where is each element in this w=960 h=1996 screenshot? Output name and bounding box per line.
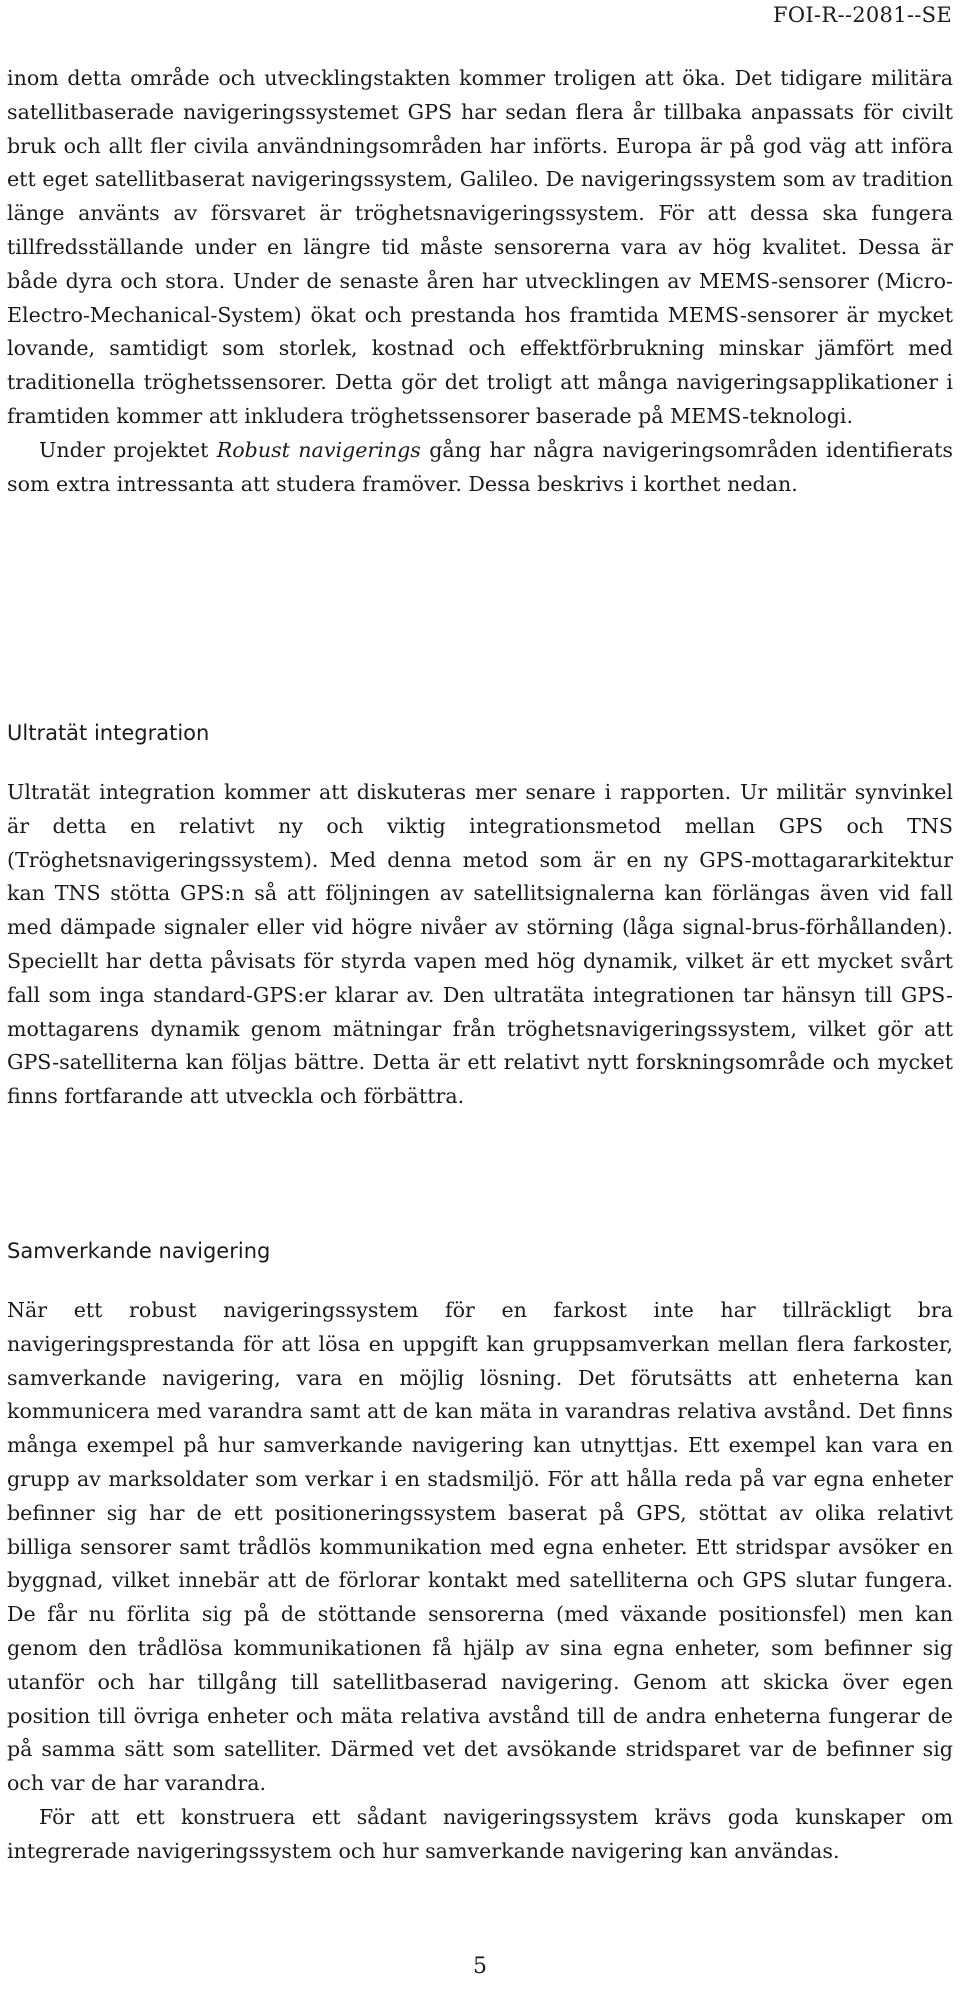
ultratight-paragraph: Ultratät integration kommer att diskuteras mer senare i rapporten. Ur militär synvinkel är detta en relativt ny och viktig integrationsmetod mellan GPS och TNS (Tröghetsnavigeringssystem). Med denna metod som är en ny GPS-mottagararkitektur kan TNS stötta GPS:n så att följningen av satellitsignalerna kan förlängas även vid fall med dämpade signaler eller vid högre nivåer av störning (låga signal-brus-förhållanden). Speciellt har detta påvisats för styrda vapen med hög dynamik, vilket är ett mycket svårt fall som inga standard-GPS:er klarar av. Den ultratäta integrationen tar hänsyn till GPS-mottagarens dynamik genom mätningar från tröghetsnavigeringssystem, vilket gör att GPS-satelliterna kan följas bättre. Detta är ett relativt nytt forskningsområde och mycket finns fortfarande att utveckla och förbättra. — [7, 780, 953, 1109]
report-id-header: FOI-R--2081--SE — [772, 3, 952, 27]
intro-text-end: gång har några navigeringsområden identifierats som extra intressanta att studera framöver. Dessa beskrivs i korthet nedan. — [7, 437, 953, 496]
cooperative-section — [7, 1294, 953, 1869]
project-name: Robust navigerings — [216, 437, 421, 462]
ultratight-section — [7, 776, 953, 1114]
intro-paragraph-project — [7, 434, 953, 502]
heading-cooperative-navigation: Samverkande navigering — [7, 1239, 271, 1263]
cooperative-paragraph: När ett robust navigeringssystem för en farkost inte har tillräckligt bra navigeringsprestanda för att lösa en uppgift kan gruppsamverkan mellan flera farkoster, samverkande navigering, vara en möjlig lösning. Det förutsätts att enheterna kan kommunicera med varandra samt att de kan mäta in varandras relativa avstånd. Det finns många exempel på hur samverkande navigering kan utnyttjas. Ett exempel kan vara en grupp av marksoldater som verkar i en stadsmiljö. För att hålla reda på var egna enheter befinner sig har de ett positioneringssystem baserat på GPS, stöttat av olika relativt billiga sensorer samt trådlös kommunikation med egna enheter. Ett stridspar avsöker en byggnad, vilket innebär att de förlorar kontakt med satelliterna och GPS slutar fungera. De får nu förlita sig på de stöttande sensorerna (med växande positionsfel) men kan genom den trådlösa kommunikationen få hjälp av sina egna enheter, som befinner sig utanför och har tillgång till satellitbaserad navigering. Genom att skicka över egen position till övriga enheter och mäta relativa avstånd till de andra enheterna fungerar de på samma sätt som satelliter. Därmed vet det avsökande stridsparet var de befinner sig och var de har varandra. — [7, 1298, 953, 1796]
page-number: 5 — [473, 1954, 487, 1979]
intro-text-start: Under projektet — [39, 437, 217, 462]
intro-section — [7, 62, 953, 501]
heading-ultratight-integration: Ultratät integration — [7, 721, 210, 745]
cooperative-paragraph-closing: För att ett konstruera ett sådant navigeringssystem krävs goda kunskaper om integrerade navigeringssystem och hur samverkande navigering kan användas. — [7, 1804, 953, 1863]
intro-paragraph: inom detta område och utvecklingstakten kommer troligen att öka. Det tidigare militära satellitbaserade navigeringssystemet GPS har sedan flera år tillbaka anpassats för civilt bruk och allt fler civila användningsområden har införts. Europa är på god väg att införa ett eget satellitbaserat navigeringssystem, Galileo. De navigeringssystem som av tradition länge använts av försvaret är tröghetsnavigeringssystem. För att dessa ska fungera tillfredsställande under en längre tid måste sensorerna vara av hög kvalitet. Dessa är både dyra och stora. Under de senaste åren har utvecklingen av MEMS-sensorer (Micro-Electro-Mechanical-System) ökat och prestanda hos framtida MEMS-sensorer är mycket lovande, samtidigt som storlek, kostnad och effektförbrukning minskar jämfört med traditionella tröghetssensorer. Detta gör det troligt att många navigeringsapplikationer i framtiden kommer att inkludera tröghetssensorer baserade på MEMS-teknologi. — [7, 66, 953, 428]
